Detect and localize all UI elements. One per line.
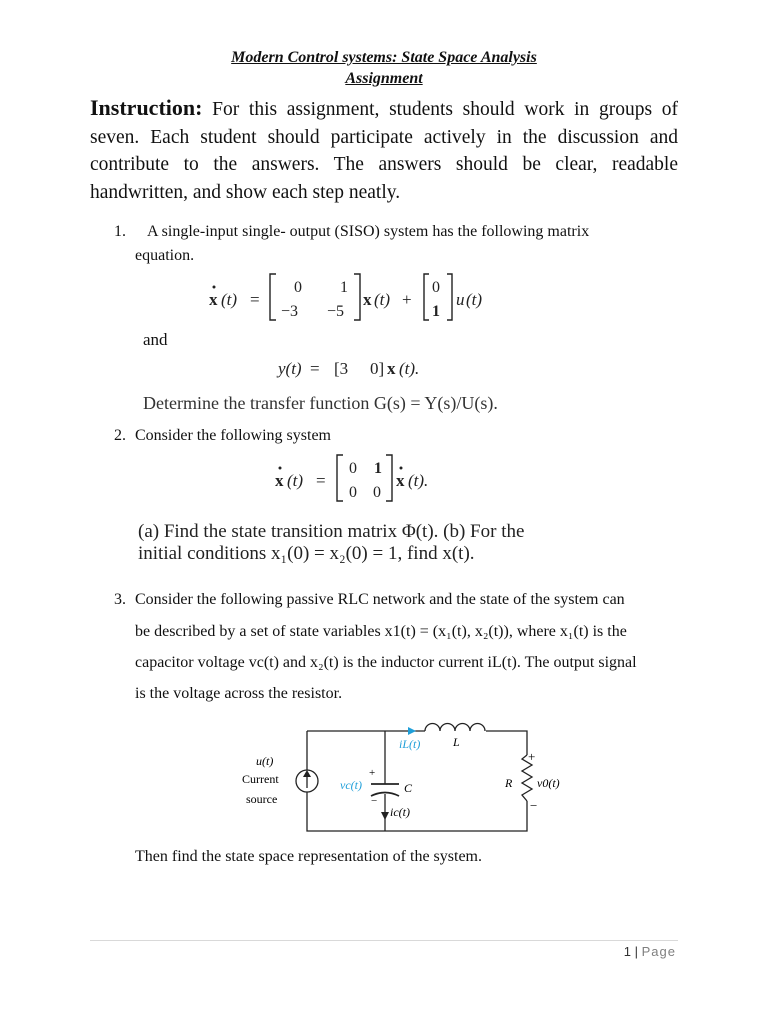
svg-text:0: 0: [349, 484, 357, 501]
q2-state-equation: [265, 451, 465, 507]
svg-text:(t): (t): [221, 290, 238, 309]
q1-state-equation: [200, 268, 520, 328]
q1-text: A single-input single- output (SISO) system has the following matrix: [147, 223, 590, 240]
output-voltage-label: v0(t): [537, 776, 560, 790]
q1-text-cont: equation.: [135, 247, 195, 264]
page-label: Page: [641, 944, 676, 959]
svg-text:(t): (t): [374, 290, 391, 309]
svg-text:1: 1: [432, 303, 440, 320]
svg-text:x: x: [387, 359, 396, 378]
svg-text:y(t): y(t): [278, 359, 302, 378]
resistor-label: R: [505, 776, 513, 790]
svg-text:=: =: [310, 359, 320, 378]
svg-text:x: x: [209, 290, 218, 309]
svg-text:u: u: [456, 290, 465, 309]
q1-determine: Determine the transfer function G(s) = Y(s)/U(s).: [143, 393, 498, 413]
svg-text:+: +: [402, 290, 412, 309]
inductor-label: L: [453, 735, 460, 749]
svg-text:x: x: [396, 471, 405, 490]
svg-text:0: 0: [294, 279, 302, 296]
inductor-current-label: iL(t): [399, 737, 421, 751]
capacitor-current-label: ic(t): [390, 805, 410, 819]
svg-text:[3: [3: [334, 359, 349, 378]
svg-text:=: =: [250, 290, 260, 309]
page-separator: |: [634, 944, 638, 959]
svg-text:(t).: (t).: [399, 359, 420, 378]
svg-text:1: 1: [374, 460, 382, 477]
capacitor-current-arrow-icon: [381, 812, 389, 820]
capacitor-voltage-label: vc(t): [340, 778, 362, 792]
document-subtitle: Assignment: [345, 70, 423, 87]
svg-text:0]: 0]: [370, 359, 385, 378]
page-number: 1: [623, 944, 631, 959]
capacitor-label: C: [404, 781, 413, 795]
source-label-u: u(t): [256, 754, 274, 768]
svg-text:0: 0: [373, 484, 381, 501]
q3-line-1: Consider the following passive RLC network and the state of the system can: [135, 591, 625, 608]
q2-part-b: initial conditions x₁(0) = x₂(0) = 1, find x(t).: [138, 543, 475, 564]
footer-divider: [90, 940, 678, 941]
current-arrow-icon: [408, 727, 416, 735]
instruction-text: For this assignment, students should work in groups of seven. Each student should participate actively in the discussion and contribute to the answers. The answers should be clear, readable handwritten, and show each step neatly.: [90, 99, 678, 203]
svg-text:−3: −3: [281, 303, 299, 320]
svg-text:0: 0: [432, 279, 440, 296]
svg-text:(t): (t): [287, 471, 304, 490]
q3-final: Then find the state space representation of the system.: [135, 848, 482, 865]
instruction-label: Instruction:: [90, 95, 203, 120]
q2-part-a: (a) Find the state transition matrix Φ(t). (b) For the: [138, 521, 525, 542]
resistor-minus-sign: −: [530, 798, 538, 813]
q3-line-3: capacitor voltage vc(t) and x₂(t) is the inductor current iL(t). The output signal: [135, 654, 637, 671]
document-title: Modern Control systems: State Space Analysis: [231, 49, 537, 66]
svg-text:(t).: (t).: [408, 471, 429, 490]
svg-text:0: 0: [349, 460, 357, 477]
svg-text:(t): (t): [466, 290, 483, 309]
q2-text: Consider the following system: [135, 427, 331, 444]
instruction-paragraph: [90, 94, 678, 206]
svg-text:−5: −5: [327, 303, 345, 320]
q3-number: 3.: [114, 591, 126, 608]
capacitor-plus-sign: +: [369, 767, 376, 779]
svg-text:x: x: [275, 471, 284, 490]
q2-number: 2.: [114, 427, 126, 444]
q1-number: 1.: [114, 223, 126, 240]
svg-text:x: x: [363, 290, 372, 309]
source-label-current: Current: [242, 772, 279, 786]
q3-line-2: be described by a set of state variables x1(t) = (x₁(t), x₂(t)), where x₁(t) is the: [135, 623, 627, 640]
source-label-source: source: [246, 792, 278, 806]
q1-output-equation: [270, 355, 470, 381]
q3-line-4: is the voltage across the resistor.: [135, 685, 343, 702]
page-footer: [624, 944, 676, 959]
rlc-circuit-diagram: [230, 715, 590, 845]
capacitor-minus-sign: −: [371, 795, 378, 807]
svg-text:1: 1: [340, 279, 348, 296]
resistor-plus-sign: +: [528, 749, 536, 764]
svg-text:=: =: [316, 471, 326, 490]
q1-and: and: [143, 330, 168, 349]
